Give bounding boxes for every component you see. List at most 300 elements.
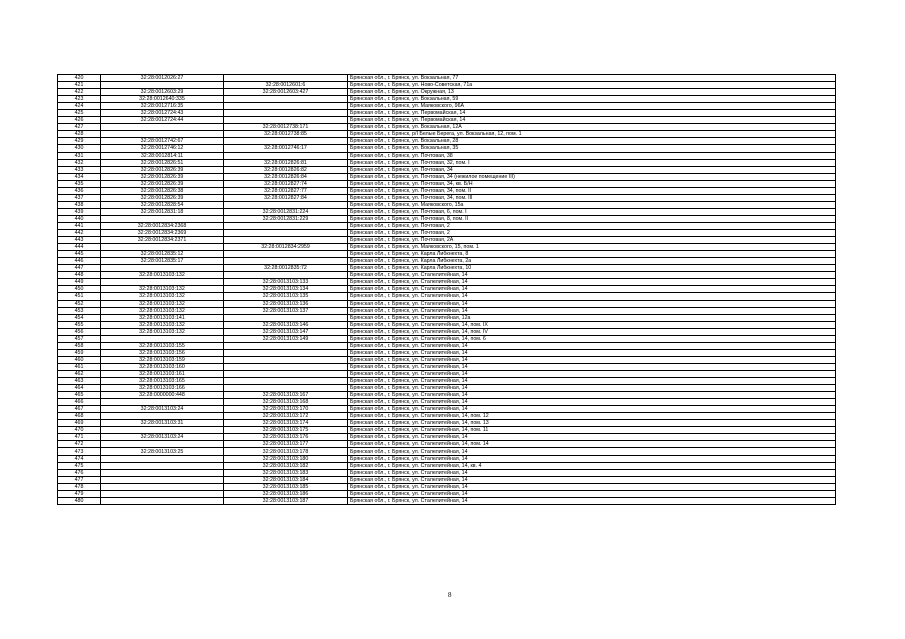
parcel-number-cell: 32:28:0012826:38 [101, 187, 224, 194]
table-row [58, 363, 836, 370]
row-number-cell: 454 [58, 314, 101, 321]
address-cell: Брянская обл., г. Брянск, ул. Сталелитейная, 14 [348, 363, 836, 370]
parcel-number-cell [101, 124, 224, 131]
row-number-cell: 462 [58, 370, 101, 377]
table-row [58, 237, 836, 244]
parcel-number-cell: 32:28:0013103:132 [101, 286, 224, 293]
table-row [58, 342, 836, 349]
parcel-number-cell: 32:28:0012603:29 [101, 89, 224, 96]
table-row [58, 251, 836, 258]
parcel-number-cell: 32:28:0012834:2368 [101, 222, 224, 229]
object-number-cell: 32:28:0012831:229 [224, 215, 348, 222]
object-number-cell: 32:28:0013103:167 [224, 392, 348, 399]
address-cell: Брянская обл., г. Брянск, ул. Почтовая, 34, пом. III [348, 194, 836, 201]
parcel-number-cell [101, 399, 224, 406]
table-row [58, 286, 836, 293]
parcel-number-cell: 32:28:0012826:39 [101, 180, 224, 187]
parcel-number-cell [101, 413, 224, 420]
row-number-cell: 433 [58, 166, 101, 173]
object-number-cell [224, 251, 348, 258]
object-number-cell: 32:28:0012738:171 [224, 124, 348, 131]
address-cell: Брянская обл., г. Брянск, ул. Почтовая, 34 [348, 166, 836, 173]
object-number-cell [224, 356, 348, 363]
address-cell: Брянская обл., г. Брянск, ул. Сталелитейная, 14 [348, 469, 836, 476]
object-number-cell: 32:28:0013103:182 [224, 462, 348, 469]
parcel-number-cell [101, 335, 224, 342]
table-row [58, 230, 836, 237]
row-number-cell: 465 [58, 392, 101, 399]
row-number-cell: 457 [58, 335, 101, 342]
table-row [58, 321, 836, 328]
parcel-number-cell: 32:28:0013103:132 [101, 328, 224, 335]
object-number-cell: 32:28:0012603:427 [224, 89, 348, 96]
row-number-cell: 466 [58, 399, 101, 406]
object-number-cell: 32:28:0012827:84 [224, 194, 348, 201]
object-number-cell [224, 96, 348, 103]
table-row [58, 300, 836, 307]
parcel-number-cell: 32:28:0013103:166 [101, 385, 224, 392]
address-cell: Брянская обл., г. Брянск, ул. Сталелитейная, 14 [348, 307, 836, 314]
row-number-cell: 469 [58, 420, 101, 427]
row-number-cell: 468 [58, 413, 101, 420]
row-number-cell: 442 [58, 230, 101, 237]
address-cell: Брянская обл., г. Брянск, ул. Сталелитейная, 14 [348, 476, 836, 483]
address-cell: Брянская обл., г. Брянск, ул. Сталелитейная, 14 [348, 378, 836, 385]
table-row [58, 483, 836, 490]
row-number-cell: 425 [58, 110, 101, 117]
row-number-cell: 420 [58, 75, 101, 82]
object-number-cell: 32:28:0012826:81 [224, 159, 348, 166]
object-number-cell [224, 138, 348, 145]
parcel-number-cell: 32:28:0012828:54 [101, 201, 224, 208]
object-number-cell [224, 75, 348, 82]
table-row [58, 258, 836, 265]
table-row [58, 96, 836, 103]
object-number-cell: 32:28:0013103:147 [224, 328, 348, 335]
parcel-number-cell: 32:28:0013103:141 [101, 314, 224, 321]
cadastral-table [57, 74, 836, 505]
row-number-cell: 432 [58, 159, 101, 166]
address-cell: Брянская обл., г. Брянск, ул. Окружная, 13 [348, 89, 836, 96]
parcel-number-cell: 32:28:0012826:39 [101, 173, 224, 180]
parcel-number-cell [101, 490, 224, 497]
address-cell: Брянская обл., г. Брянск, ул. Сталелитейная, 14 [348, 385, 836, 392]
parcel-number-cell: 32:28:0000000:448 [101, 392, 224, 399]
address-cell: Брянская обл., г. Брянск, ул. Почтовая, 34, пом. II [348, 187, 836, 194]
table-row [58, 194, 836, 201]
row-number-cell: 426 [58, 117, 101, 124]
row-number-cell: 448 [58, 272, 101, 279]
table-row [58, 201, 836, 208]
address-cell: Брянская обл., г. Брянск, ул. Почтовая, 2А [348, 237, 836, 244]
object-number-cell: 32:28:0012746:17 [224, 145, 348, 152]
address-cell: Брянская обл., г. Брянск, ул. Карла Либкнехта, 2а [348, 258, 836, 265]
row-number-cell: 429 [58, 138, 101, 145]
table-row [58, 385, 836, 392]
object-number-cell: 32:28:0012826:84 [224, 173, 348, 180]
address-cell: Брянская обл., г. Брянск, ул. Сталелитейная, 14 [348, 483, 836, 490]
parcel-number-cell: 32:28:0013103:132 [101, 321, 224, 328]
parcel-number-cell [101, 427, 224, 434]
row-number-cell: 463 [58, 378, 101, 385]
table-row [58, 413, 836, 420]
address-cell: Брянская обл., г. Брянск, ул. Первомайская, 14 [348, 117, 836, 124]
address-cell: Брянская обл., г. Брянск, ул. Сталелитейная, 14, пом. 12 [348, 413, 836, 420]
row-number-cell: 474 [58, 455, 101, 462]
object-number-cell: 32:28:0013103:149 [224, 335, 348, 342]
row-number-cell: 452 [58, 300, 101, 307]
parcel-number-cell: 32:28:0012826:39 [101, 166, 224, 173]
parcel-number-cell [101, 265, 224, 272]
parcel-number-cell: 32:28:0013103:24 [101, 406, 224, 413]
object-number-cell [224, 342, 348, 349]
row-number-cell: 422 [58, 89, 101, 96]
parcel-number-cell: 32:28:0013103:156 [101, 349, 224, 356]
object-number-cell: 32:28:0013103:137 [224, 307, 348, 314]
table-row [58, 476, 836, 483]
row-number-cell: 477 [58, 476, 101, 483]
row-number-cell: 431 [58, 152, 101, 159]
row-number-cell: 472 [58, 441, 101, 448]
table-row [58, 434, 836, 441]
row-number-cell: 428 [58, 131, 101, 138]
row-number-cell: 479 [58, 490, 101, 497]
page-number: 8 [448, 591, 452, 599]
object-number-cell: 32:28:0013103:176 [224, 434, 348, 441]
object-number-cell [224, 385, 348, 392]
row-number-cell: 455 [58, 321, 101, 328]
object-number-cell: 32:28:0013103:136 [224, 300, 348, 307]
row-number-cell: 475 [58, 462, 101, 469]
table-row [58, 89, 836, 96]
table-row [58, 399, 836, 406]
object-number-cell: 32:28:0012827:77 [224, 187, 348, 194]
parcel-number-cell [101, 244, 224, 251]
object-number-cell [224, 117, 348, 124]
parcel-number-cell: 32:28:0012831:18 [101, 208, 224, 215]
table-row [58, 138, 836, 145]
parcel-number-cell: 32:28:0013103:132 [101, 300, 224, 307]
address-cell: Брянская обл., г. Брянск, ул. Сталелитейная, 14 [348, 272, 836, 279]
parcel-number-cell [101, 215, 224, 222]
row-number-cell: 473 [58, 448, 101, 455]
object-number-cell [224, 230, 348, 237]
table-row [58, 103, 836, 110]
address-cell: Брянская обл., г. Брянск, ул. Сталелитейная, 12а [348, 314, 836, 321]
address-cell: Брянская обл., г. Брянск, ул. Ново-Советская, 71а [348, 82, 836, 89]
parcel-number-cell [101, 497, 224, 504]
row-number-cell: 480 [58, 497, 101, 504]
address-cell: Брянская обл., г. Брянск, ул. Сталелитейная, 14 [348, 448, 836, 455]
object-number-cell: 32:28:0013103:178 [224, 448, 348, 455]
row-number-cell: 446 [58, 258, 101, 265]
address-cell: Брянская обл., г. Брянск, ул. Сталелитейная, 14 [348, 370, 836, 377]
address-cell: Брянская обл., г. Брянск, ул. Почтовая, 32, пом. I [348, 159, 836, 166]
table-row [58, 166, 836, 173]
address-cell: Брянская обл., г. Брянск, ул. Сталелитейная, 14 [348, 300, 836, 307]
table-row [58, 455, 836, 462]
table-row [58, 497, 836, 504]
parcel-number-cell [101, 469, 224, 476]
table-row [58, 159, 836, 166]
address-cell: Брянская обл., г. Брянск, ул. Почтовая, 8, пом. II [348, 215, 836, 222]
row-number-cell: 458 [58, 342, 101, 349]
object-number-cell: 32:28:0013103:187 [224, 497, 348, 504]
table-row [58, 314, 836, 321]
address-cell: Брянская обл., г. Брянск, ул. Вокзальная, 28 [348, 138, 836, 145]
row-number-cell: 449 [58, 279, 101, 286]
parcel-number-cell: 32:28:0012026:27 [101, 75, 224, 82]
object-number-cell [224, 152, 348, 159]
table-row [58, 448, 836, 455]
object-number-cell: 32:28:0013103:135 [224, 293, 348, 300]
address-cell: Брянская обл., г. Брянск, ул. Сталелитейная, 14, пом. IX [348, 321, 836, 328]
parcel-number-cell [101, 476, 224, 483]
parcel-number-cell: 32:28:0012835:17 [101, 258, 224, 265]
parcel-number-cell: 32:28:0013103:25 [101, 448, 224, 455]
object-number-cell: 32:28:0012738:85 [224, 131, 348, 138]
parcel-number-cell: 32:28:0012724:44 [101, 117, 224, 124]
table-row [58, 208, 836, 215]
table-row [58, 265, 836, 272]
row-number-cell: 467 [58, 406, 101, 413]
address-cell: Брянская обл., г. Брянск, ул. Сталелитейная, 14 [348, 497, 836, 504]
parcel-number-cell [101, 441, 224, 448]
table-row [58, 187, 836, 194]
address-cell: Брянская обл., г. Брянск, ул. Сталелитейная, 14, пом. 6 [348, 335, 836, 342]
table-row [58, 370, 836, 377]
parcel-number-cell: 32:28:0013103:165 [101, 378, 224, 385]
row-number-cell: 478 [58, 483, 101, 490]
row-number-cell: 443 [58, 237, 101, 244]
row-number-cell: 456 [58, 328, 101, 335]
table-row [58, 307, 836, 314]
address-cell: Брянская обл., г. Брянск, ул. Почтовая, 6, пом. I [348, 208, 836, 215]
parcel-number-cell: 32:28:0013103:31 [101, 420, 224, 427]
table-row [58, 279, 836, 286]
object-number-cell: 32:28:0013103:133 [224, 279, 348, 286]
table-row [58, 215, 836, 222]
table-row [58, 145, 836, 152]
table-row [58, 75, 836, 82]
address-cell: Брянская обл., г. Брянск, ул. Первомайская, 14 [348, 110, 836, 117]
row-number-cell: 424 [58, 103, 101, 110]
parcel-number-cell: 32:28:0012834:2371 [101, 237, 224, 244]
table-row [58, 82, 836, 89]
row-number-cell: 470 [58, 427, 101, 434]
row-number-cell: 423 [58, 96, 101, 103]
address-cell: Брянская обл., г. Брянск, ул. Маяковского, 15а [348, 201, 836, 208]
address-cell: Брянская обл., г. Брянск, ул. Сталелитейная, 14 [348, 490, 836, 497]
address-cell: Брянская обл., г. Брянск, ул. Сталелитейная, 14 [348, 279, 836, 286]
object-number-cell [224, 370, 348, 377]
row-number-cell: 435 [58, 180, 101, 187]
address-cell: Брянская обл., г. Брянск, ул. Почтовая, 34, кв. Б/Н [348, 180, 836, 187]
address-cell: Брянская обл., г. Брянск, ул. Почтовая, 2 [348, 230, 836, 237]
address-cell: Брянская обл., г. Брянск, ул. Почтовая, 34 (нежилое помещение III) [348, 173, 836, 180]
parcel-number-cell: 32:28:0012716:35 [101, 103, 224, 110]
table-row [58, 180, 836, 187]
table-body [58, 75, 836, 505]
address-cell: Брянская обл., г. Брянск, ул. Сталелитейная, 14, пом. 14 [348, 441, 836, 448]
row-number-cell: 471 [58, 434, 101, 441]
address-cell: Брянская обл., г. Брянск, ул. Карла Либкнехта, 10 [348, 265, 836, 272]
row-number-cell: 450 [58, 286, 101, 293]
address-cell: Брянская обл., г. Брянск, ул. Сталелитейная, 14, пом. 11 [348, 427, 836, 434]
parcel-number-cell [101, 455, 224, 462]
address-cell: Брянская обл., г. Брянск, ул. Сталелитейная, 14 [348, 406, 836, 413]
object-number-cell: 32:28:0012834:2959 [224, 244, 348, 251]
object-number-cell: 32:28:0013103:172 [224, 413, 348, 420]
address-cell: Брянская обл., г. Брянск, ул. Сталелитейная, 14, кв. 4 [348, 462, 836, 469]
row-number-cell: 461 [58, 363, 101, 370]
parcel-number-cell: 32:28:0012746:12 [101, 145, 224, 152]
table-row [58, 462, 836, 469]
address-cell: Брянская обл., г. Брянск, ул. Сталелитейная, 14 [348, 434, 836, 441]
row-number-cell: 451 [58, 293, 101, 300]
row-number-cell: 439 [58, 208, 101, 215]
object-number-cell [224, 363, 348, 370]
address-cell: Брянская обл., г. Брянск, ул. Вокзальная, 77 [348, 75, 836, 82]
parcel-number-cell: 32:28:0012640:335 [101, 96, 224, 103]
parcel-number-cell: 32:28:0013103:160 [101, 363, 224, 370]
row-number-cell: 434 [58, 173, 101, 180]
parcel-number-cell: 32:28:0013103:132 [101, 293, 224, 300]
table-row [58, 293, 836, 300]
table-row [58, 328, 836, 335]
parcel-number-cell: 32:28:0012814:11 [101, 152, 224, 159]
address-cell: Брянская обл., г. Брянск, ул. Сталелитейная, 14 [348, 356, 836, 363]
parcel-number-cell [101, 279, 224, 286]
address-cell: Брянская обл., г. Брянск, ул. Сталелитейная, 14, пом. IV [348, 328, 836, 335]
table-row [58, 349, 836, 356]
table-row [58, 335, 836, 342]
table-row [58, 124, 836, 131]
parcel-number-cell: 32:28:0013103:159 [101, 356, 224, 363]
table-row [58, 356, 836, 363]
parcel-number-cell: 32:28:0012826:39 [101, 194, 224, 201]
object-number-cell: 32:28:0013103:180 [224, 455, 348, 462]
address-cell: Брянская обл., г. Брянск, ул. Маяковского, 15, пом. 1 [348, 244, 836, 251]
object-number-cell: 32:28:0012831:224 [224, 208, 348, 215]
table-row [58, 427, 836, 434]
row-number-cell: 438 [58, 201, 101, 208]
parcel-number-cell: 32:28:0012742:67 [101, 138, 224, 145]
parcel-number-cell: 32:28:0013103:132 [101, 307, 224, 314]
parcel-number-cell: 32:28:0012724:43 [101, 110, 224, 117]
address-cell: Брянская обл., г. Брянск, ул. Вокзальная, 35 [348, 145, 836, 152]
row-number-cell: 447 [58, 265, 101, 272]
object-number-cell: 32:28:0012835:72 [224, 265, 348, 272]
parcel-number-cell [101, 483, 224, 490]
object-number-cell: 32:28:0013103:146 [224, 321, 348, 328]
object-number-cell: 32:28:0013103:177 [224, 441, 348, 448]
row-number-cell: 430 [58, 145, 101, 152]
table-row [58, 469, 836, 476]
object-number-cell: 32:28:0012826:82 [224, 166, 348, 173]
object-number-cell [224, 314, 348, 321]
parcel-number-cell: 32:28:0012835:12 [101, 251, 224, 258]
object-number-cell: 32:28:0012601:6 [224, 82, 348, 89]
row-number-cell: 445 [58, 251, 101, 258]
address-cell: Брянская обл., г. Брянск, ул. Сталелитейная, 14 [348, 349, 836, 356]
row-number-cell: 427 [58, 124, 101, 131]
table-row [58, 420, 836, 427]
table-row [58, 117, 836, 124]
table-row [58, 173, 836, 180]
object-number-cell: 32:28:0013103:134 [224, 286, 348, 293]
object-number-cell [224, 222, 348, 229]
object-number-cell: 32:28:0013103:183 [224, 469, 348, 476]
object-number-cell [224, 349, 348, 356]
address-cell: Брянская обл., г. Брянск, ул. Почтовая, 38 [348, 152, 836, 159]
parcel-number-cell [101, 82, 224, 89]
table-row [58, 272, 836, 279]
row-number-cell: 444 [58, 244, 101, 251]
parcel-number-cell: 32:28:0013103:161 [101, 370, 224, 377]
row-number-cell: 440 [58, 215, 101, 222]
object-number-cell [224, 237, 348, 244]
object-number-cell [224, 378, 348, 385]
parcel-number-cell: 32:28:0013103:132 [101, 272, 224, 279]
object-number-cell: 32:28:0012827:74 [224, 180, 348, 187]
row-number-cell: 476 [58, 469, 101, 476]
table-row [58, 110, 836, 117]
table-row [58, 490, 836, 497]
object-number-cell: 32:28:0013103:186 [224, 490, 348, 497]
parcel-number-cell: 32:28:0012826:51 [101, 159, 224, 166]
address-cell: Брянская обл., г. Брянск, ул. Вокзальная, 59 [348, 96, 836, 103]
address-cell: Брянская обл., г. Брянск, р/I Белые Берега, ул. Вокзальная, 12, пом. 1 [348, 131, 836, 138]
address-cell: Брянская обл., г. Брянск, ул. Сталелитейная, 14 [348, 399, 836, 406]
address-cell: Брянская обл., г. Брянск, ул. Почтовая, 2 [348, 222, 836, 229]
object-number-cell [224, 110, 348, 117]
parcel-number-cell: 32:28:0013103:24 [101, 434, 224, 441]
address-cell: Брянская обл., г. Брянск, ул. Карла Либкнехта, 8 [348, 251, 836, 258]
address-cell: Брянская обл., г. Брянск, ул. Маяковского, 96А [348, 103, 836, 110]
address-cell: Брянская обл., г. Брянск, ул. Сталелитейная, 14 [348, 342, 836, 349]
row-number-cell: 441 [58, 222, 101, 229]
row-number-cell: 453 [58, 307, 101, 314]
object-number-cell [224, 103, 348, 110]
parcel-number-cell: 32:28:0012834:2369 [101, 230, 224, 237]
object-number-cell: 32:28:0013103:184 [224, 476, 348, 483]
address-cell: Брянская обл., г. Брянск, ул. Вокзальная, 12А [348, 124, 836, 131]
table-row [58, 378, 836, 385]
object-number-cell [224, 201, 348, 208]
table-row [58, 406, 836, 413]
row-number-cell: 421 [58, 82, 101, 89]
object-number-cell: 32:28:0013103:170 [224, 406, 348, 413]
object-number-cell: 32:28:0013103:168 [224, 399, 348, 406]
row-number-cell: 436 [58, 187, 101, 194]
table-row [58, 441, 836, 448]
object-number-cell [224, 258, 348, 265]
address-cell: Брянская обл., г. Брянск, ул. Сталелитейная, 14 [348, 455, 836, 462]
parcel-number-cell [101, 462, 224, 469]
object-number-cell: 32:28:0013103:174 [224, 420, 348, 427]
row-number-cell: 437 [58, 194, 101, 201]
table-row [58, 392, 836, 399]
parcel-number-cell [101, 131, 224, 138]
object-number-cell: 32:28:0013103:175 [224, 427, 348, 434]
row-number-cell: 459 [58, 349, 101, 356]
row-number-cell: 460 [58, 356, 101, 363]
address-cell: Брянская обл., г. Брянск, ул. Сталелитейная, 14 [348, 293, 836, 300]
parcel-number-cell: 32:28:0013103:155 [101, 342, 224, 349]
document-table-container [57, 74, 835, 505]
address-cell: Брянская обл., г. Брянск, ул. Сталелитейная, 14 [348, 392, 836, 399]
